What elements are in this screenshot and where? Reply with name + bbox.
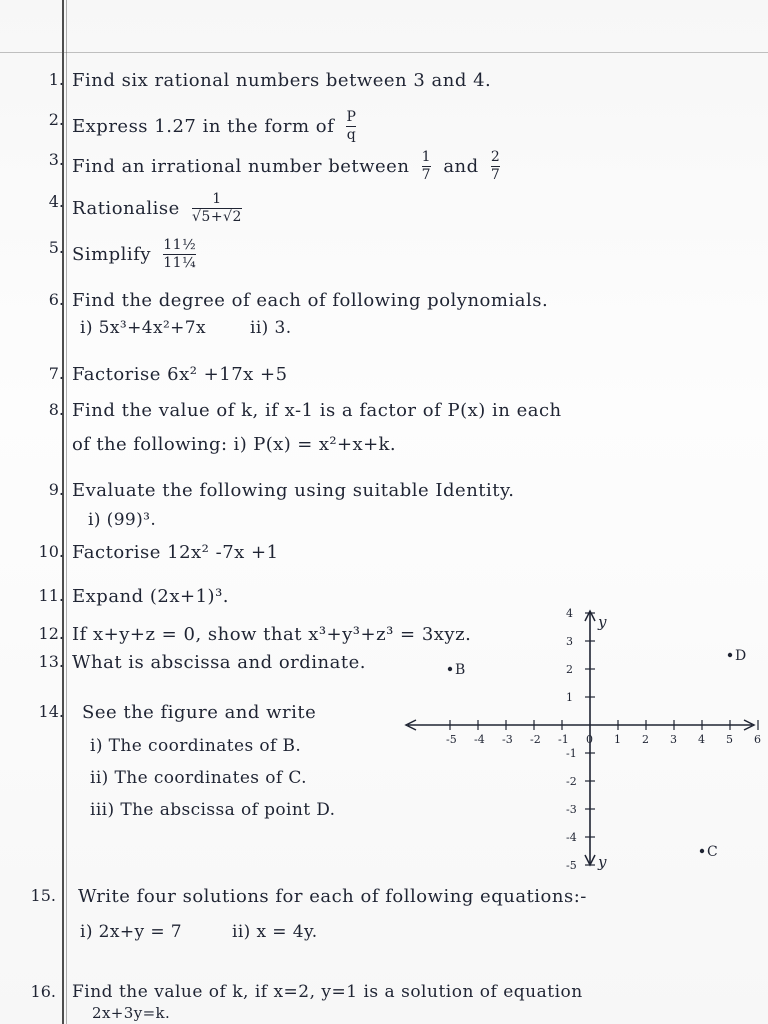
question-text-line-2: 2x+3y=k. — [92, 1004, 171, 1022]
sub-part: ii) The coordinates of C. — [90, 768, 307, 788]
fraction: $\frac{\text{11½}}{\text{11¼}}$ — [163, 237, 197, 272]
x-tick-label: 5 — [726, 733, 733, 746]
x-tick-label: 6 — [754, 733, 761, 746]
sub-part: i) 2x+y = 7 — [80, 922, 182, 942]
point-label-b: B — [455, 662, 466, 678]
y-tick-label: -1 — [566, 747, 577, 760]
y-tick-label: -4 — [566, 831, 577, 844]
question-number: 16. — [30, 982, 56, 1001]
y-tick-label: 2 — [566, 663, 573, 676]
fraction-1: $\frac{1}{7}$ — [421, 149, 432, 184]
x-tick-label: -3 — [502, 733, 513, 746]
sub-part: ii) 3. — [250, 318, 292, 338]
point-d — [728, 653, 732, 657]
sub-part: i) The coordinates of B. — [90, 736, 302, 756]
fraction: $\frac{1}{√5+√2}$ — [192, 191, 242, 226]
question-number: 4. — [48, 192, 64, 211]
question-number: 14. — [38, 702, 64, 721]
question-text: Find six rational numbers between 3 and 4. — [72, 70, 492, 91]
question-number: 15. — [30, 886, 56, 905]
sub-part: i) (99)³. — [88, 510, 157, 530]
question-number: 3. — [48, 150, 64, 169]
y-axis-label: y — [598, 613, 607, 631]
question-number: 7. — [48, 364, 64, 383]
y-tick-label: -3 — [566, 803, 577, 816]
x-tick-label: 3 — [670, 733, 677, 746]
margin-line-secondary — [66, 0, 67, 1024]
x-tick-label: 0 — [586, 733, 593, 746]
question-text: Rationalise — [72, 197, 180, 219]
question-text: Expand (2x+1)³. — [72, 586, 230, 607]
question-text: Express 1.27 in the form of — [72, 115, 335, 137]
y-tick-label: 1 — [566, 691, 573, 704]
question-number: 11. — [38, 586, 64, 605]
question-number: 5. — [48, 238, 64, 257]
y-tick-label: -5 — [566, 859, 577, 872]
x-tick-label: 2 — [642, 733, 649, 746]
sub-part: i) 5x³+4x²+7x — [80, 318, 207, 338]
question-number: 9. — [48, 480, 64, 499]
question-number: 6. — [48, 290, 64, 309]
question-text: Factorise 12x² -7x +1 — [72, 542, 279, 563]
point-b — [448, 667, 452, 671]
point-label-c: C — [707, 844, 718, 860]
x-tick-label: -5 — [446, 733, 457, 746]
fraction-2: $\frac{2}{7}$ — [490, 149, 501, 184]
point-c — [700, 849, 704, 853]
y-tick-label: 4 — [566, 607, 573, 620]
x-tick-label: -4 — [474, 733, 485, 746]
y-axis-label-negative: y — [598, 853, 607, 871]
question-number: 12. — [38, 624, 64, 643]
question-text: Find the value of k, if x-1 is a factor of P(x) in each — [72, 400, 562, 421]
question-text: What is abscissa and ordinate. — [72, 652, 366, 673]
question-text: Find the value of k, if x=2, y=1 is a solution of equation — [72, 982, 583, 1002]
question-number: 1. — [48, 70, 64, 89]
y-tick-label: -2 — [566, 775, 577, 788]
sub-part: ii) x = 4y. — [232, 922, 318, 942]
question-text: If x+y+z = 0, show that x³+y³+z³ = 3xyz. — [72, 624, 472, 645]
question-text: Simplify — [72, 243, 152, 265]
sub-part: iii) The abscissa of point D. — [90, 800, 336, 820]
x-tick-label: -1 — [558, 733, 569, 746]
question-text: Factorise 6x² +17x +5 — [72, 364, 288, 385]
question-number: 2. — [48, 110, 64, 129]
question-text: Write four solutions for each of following equations:- — [78, 886, 587, 907]
question-text: Find an irrational number between — [72, 155, 410, 177]
x-tick-label: -2 — [530, 733, 541, 746]
question-number: 13. — [38, 652, 64, 671]
point-label-d: D — [735, 648, 747, 664]
question-text: Find the degree of each of following polynomials. — [72, 290, 549, 311]
y-tick-label: 3 — [566, 635, 573, 648]
question-number: 8. — [48, 400, 64, 419]
question-number: 10. — [38, 542, 64, 561]
top-rule — [0, 52, 768, 53]
x-tick-label: 4 — [698, 733, 705, 746]
question-text: Evaluate the following using suitable Identity. — [72, 480, 515, 501]
coordinate-graph — [400, 605, 760, 875]
question-text-line-2: of the following: i) P(x) = x²+x+k. — [72, 434, 396, 455]
x-tick-label: 1 — [614, 733, 621, 746]
question-text: See the figure and write — [82, 702, 317, 723]
fraction: $\frac{P}{q}$ — [346, 109, 357, 144]
